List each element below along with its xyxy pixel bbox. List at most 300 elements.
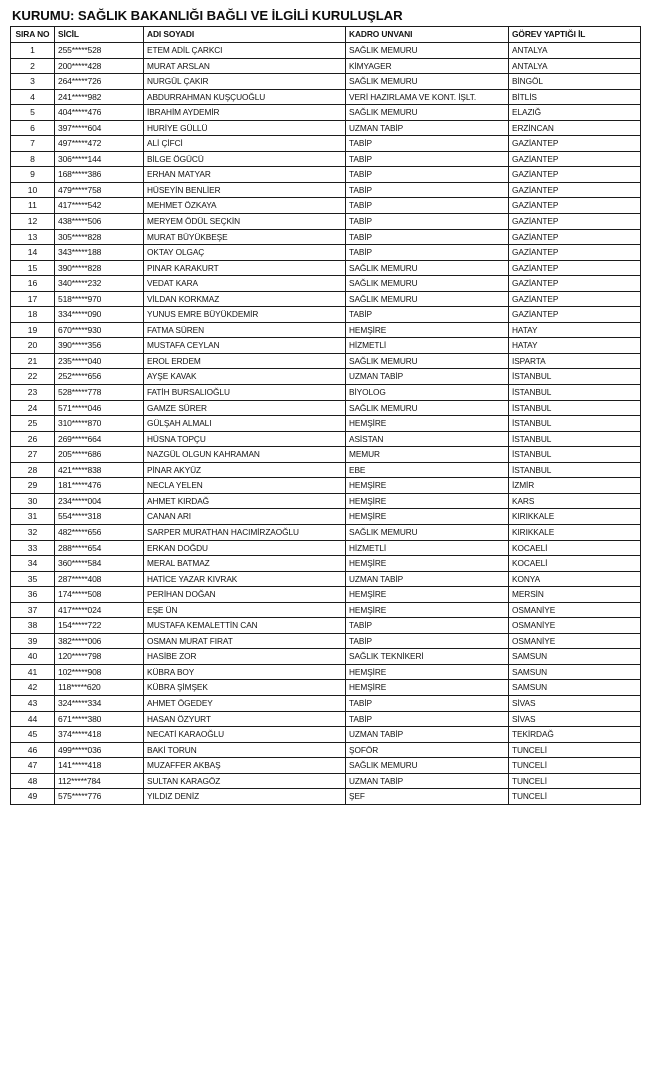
cell-sira-no: 8: [11, 151, 55, 167]
cell-kadro-unvani: EBE: [346, 462, 509, 478]
cell-gorev-yaptigi-il: KONYA: [509, 571, 641, 587]
cell-gorev-yaptigi-il: SAMSUN: [509, 680, 641, 696]
cell-sicil: 255*****528: [55, 43, 144, 59]
cell-kadro-unvani: BİYOLOG: [346, 385, 509, 401]
cell-sira-no: 24: [11, 400, 55, 416]
cell-sicil: 306*****144: [55, 151, 144, 167]
cell-kadro-unvani: SAĞLIK MEMURU: [346, 291, 509, 307]
cell-sicil: 102*****908: [55, 664, 144, 680]
cell-adi-soyadi: YILDIZ DENİZ: [144, 789, 346, 805]
cell-gorev-yaptigi-il: ERZİNCAN: [509, 120, 641, 136]
cell-kadro-unvani: KİMYAGER: [346, 58, 509, 74]
cell-adi-soyadi: GÜLŞAH ALMALI: [144, 416, 346, 432]
cell-adi-soyadi: ALİ ÇİFCİ: [144, 136, 346, 152]
cell-adi-soyadi: MUZAFFER AKBAŞ: [144, 758, 346, 774]
cell-adi-soyadi: İBRAHİM AYDEMİR: [144, 105, 346, 121]
cell-sicil: 575*****776: [55, 789, 144, 805]
cell-kadro-unvani: TABİP: [346, 307, 509, 323]
table-row: [11, 742, 641, 758]
cell-gorev-yaptigi-il: ISPARTA: [509, 353, 641, 369]
cell-gorev-yaptigi-il: OSMANİYE: [509, 633, 641, 649]
cell-sira-no: 47: [11, 758, 55, 774]
cell-gorev-yaptigi-il: GAZİANTEP: [509, 245, 641, 261]
cell-gorev-yaptigi-il: OSMANİYE: [509, 618, 641, 634]
cell-sira-no: 27: [11, 447, 55, 463]
cell-adi-soyadi: VİLDAN KORKMAZ: [144, 291, 346, 307]
cell-kadro-unvani: TABİP: [346, 167, 509, 183]
table-row: [11, 260, 641, 276]
cell-sira-no: 9: [11, 167, 55, 183]
cell-sira-no: 16: [11, 276, 55, 292]
cell-kadro-unvani: SAĞLIK MEMURU: [346, 105, 509, 121]
cell-sira-no: 19: [11, 322, 55, 338]
table-row: [11, 649, 641, 665]
cell-kadro-unvani: TABİP: [346, 151, 509, 167]
cell-adi-soyadi: AHMET KIRDAĞ: [144, 493, 346, 509]
cell-sicil: 154*****722: [55, 618, 144, 634]
cell-kadro-unvani: UZMAN TABİP: [346, 120, 509, 136]
table-row: [11, 462, 641, 478]
cell-kadro-unvani: SAĞLIK MEMURU: [346, 758, 509, 774]
cell-adi-soyadi: MEHMET ÖZKAYA: [144, 198, 346, 214]
cell-sira-no: 39: [11, 633, 55, 649]
cell-sicil: 112*****784: [55, 773, 144, 789]
cell-kadro-unvani: TABİP: [346, 245, 509, 261]
cell-gorev-yaptigi-il: OSMANİYE: [509, 602, 641, 618]
cell-kadro-unvani: HEMŞİRE: [346, 664, 509, 680]
cell-gorev-yaptigi-il: SİVAS: [509, 695, 641, 711]
personnel-table: [10, 26, 641, 805]
cell-sira-no: 1: [11, 43, 55, 59]
cell-gorev-yaptigi-il: MERSİN: [509, 587, 641, 603]
cell-sicil: 205*****686: [55, 447, 144, 463]
table-row: [11, 229, 641, 245]
column-header-sira-no: SIRA NO: [11, 27, 55, 43]
table-row: [11, 182, 641, 198]
cell-kadro-unvani: TABİP: [346, 229, 509, 245]
table-row: [11, 789, 641, 805]
cell-kadro-unvani: HEMŞİRE: [346, 680, 509, 696]
cell-gorev-yaptigi-il: İSTANBUL: [509, 385, 641, 401]
cell-gorev-yaptigi-il: ANTALYA: [509, 43, 641, 59]
cell-kadro-unvani: HİZMETLİ: [346, 540, 509, 556]
cell-adi-soyadi: FATMA SÜREN: [144, 322, 346, 338]
cell-adi-soyadi: MUSTAFA CEYLAN: [144, 338, 346, 354]
cell-sira-no: 35: [11, 571, 55, 587]
cell-kadro-unvani: HEMŞİRE: [346, 322, 509, 338]
cell-sira-no: 29: [11, 478, 55, 494]
cell-sira-no: 12: [11, 214, 55, 230]
cell-adi-soyadi: HASAN ÖZYURT: [144, 711, 346, 727]
cell-sicil: 174*****508: [55, 587, 144, 603]
table-row: [11, 680, 641, 696]
cell-gorev-yaptigi-il: ANTALYA: [509, 58, 641, 74]
cell-adi-soyadi: BİLGE ÖGÜCÜ: [144, 151, 346, 167]
cell-kadro-unvani: HEMŞİRE: [346, 556, 509, 572]
table-row: [11, 695, 641, 711]
cell-kadro-unvani: HEMŞİRE: [346, 587, 509, 603]
cell-kadro-unvani: SAĞLIK MEMURU: [346, 260, 509, 276]
cell-gorev-yaptigi-il: KARS: [509, 493, 641, 509]
cell-kadro-unvani: UZMAN TABİP: [346, 369, 509, 385]
cell-sira-no: 17: [11, 291, 55, 307]
table-row: [11, 151, 641, 167]
cell-sira-no: 36: [11, 587, 55, 603]
cell-gorev-yaptigi-il: KOCAELİ: [509, 556, 641, 572]
cell-kadro-unvani: SAĞLIK MEMURU: [346, 400, 509, 416]
table-row: [11, 664, 641, 680]
cell-adi-soyadi: EROL ERDEM: [144, 353, 346, 369]
table-row: [11, 524, 641, 540]
cell-sicil: 499*****036: [55, 742, 144, 758]
cell-sicil: 421*****838: [55, 462, 144, 478]
table-header: [11, 27, 641, 43]
cell-sicil: 181*****476: [55, 478, 144, 494]
cell-sicil: 374*****418: [55, 727, 144, 743]
cell-kadro-unvani: SAĞLIK MEMURU: [346, 524, 509, 540]
cell-adi-soyadi: NECATİ KARAOĞLU: [144, 727, 346, 743]
table-row: [11, 120, 641, 136]
cell-sira-no: 10: [11, 182, 55, 198]
cell-gorev-yaptigi-il: İSTANBUL: [509, 369, 641, 385]
table-row: [11, 618, 641, 634]
table-row: [11, 369, 641, 385]
table-row: [11, 43, 641, 59]
cell-sicil: 360*****584: [55, 556, 144, 572]
cell-adi-soyadi: EŞE ÜN: [144, 602, 346, 618]
cell-adi-soyadi: SULTAN KARAGÖZ: [144, 773, 346, 789]
cell-sicil: 334*****090: [55, 307, 144, 323]
cell-kadro-unvani: SAĞLIK MEMURU: [346, 353, 509, 369]
cell-kadro-unvani: HEMŞİRE: [346, 416, 509, 432]
table-row: [11, 353, 641, 369]
cell-sira-no: 28: [11, 462, 55, 478]
table-header-row: [11, 27, 641, 43]
cell-adi-soyadi: HURİYE GÜLLÜ: [144, 120, 346, 136]
cell-kadro-unvani: TABİP: [346, 618, 509, 634]
cell-sicil: 497*****472: [55, 136, 144, 152]
cell-adi-soyadi: HÜSEYİN BENLİER: [144, 182, 346, 198]
cell-kadro-unvani: ŞOFÖR: [346, 742, 509, 758]
cell-gorev-yaptigi-il: GAZİANTEP: [509, 151, 641, 167]
column-header-kadro-unvani: KADRO UNVANI: [346, 27, 509, 43]
table-row: [11, 431, 641, 447]
cell-adi-soyadi: MURAT BÜYÜKBEŞE: [144, 229, 346, 245]
cell-kadro-unvani: TABİP: [346, 214, 509, 230]
cell-sicil: 438*****506: [55, 214, 144, 230]
cell-adi-soyadi: HATİCE YAZAR KIVRAK: [144, 571, 346, 587]
cell-gorev-yaptigi-il: TUNCELİ: [509, 773, 641, 789]
table-row: [11, 307, 641, 323]
cell-gorev-yaptigi-il: KOCAELİ: [509, 540, 641, 556]
cell-adi-soyadi: HÜSNA TOPÇU: [144, 431, 346, 447]
table-row: [11, 509, 641, 525]
cell-kadro-unvani: UZMAN TABİP: [346, 727, 509, 743]
cell-adi-soyadi: SARPER MURATHAN HACIMİRZAOĞLU: [144, 524, 346, 540]
cell-kadro-unvani: VERİ HAZIRLAMA VE KONT. İŞLT.: [346, 89, 509, 105]
table-row: [11, 447, 641, 463]
cell-gorev-yaptigi-il: GAZİANTEP: [509, 229, 641, 245]
column-header-adi-soyadi: ADI SOYADI: [144, 27, 346, 43]
table-row: [11, 105, 641, 121]
table-row: [11, 322, 641, 338]
cell-adi-soyadi: FATİH BURSALIOĞLU: [144, 385, 346, 401]
cell-gorev-yaptigi-il: GAZİANTEP: [509, 260, 641, 276]
cell-adi-soyadi: MERAL BATMAZ: [144, 556, 346, 572]
table-body: [11, 43, 641, 805]
cell-sira-no: 31: [11, 509, 55, 525]
cell-adi-soyadi: OSMAN MURAT FIRAT: [144, 633, 346, 649]
table-row: [11, 416, 641, 432]
table-row: [11, 245, 641, 261]
cell-gorev-yaptigi-il: KIRIKKALE: [509, 524, 641, 540]
cell-sicil: 397*****604: [55, 120, 144, 136]
cell-kadro-unvani: HİZMETLİ: [346, 338, 509, 354]
cell-kadro-unvani: HEMŞİRE: [346, 493, 509, 509]
cell-sira-no: 32: [11, 524, 55, 540]
cell-sira-no: 46: [11, 742, 55, 758]
cell-sira-no: 23: [11, 385, 55, 401]
cell-gorev-yaptigi-il: BİTLİS: [509, 89, 641, 105]
cell-sira-no: 40: [11, 649, 55, 665]
cell-sicil: 241*****982: [55, 89, 144, 105]
cell-sira-no: 30: [11, 493, 55, 509]
cell-sicil: 528*****778: [55, 385, 144, 401]
cell-sira-no: 7: [11, 136, 55, 152]
cell-sira-no: 41: [11, 664, 55, 680]
table-row: [11, 198, 641, 214]
cell-gorev-yaptigi-il: TUNCELİ: [509, 758, 641, 774]
cell-sicil: 671*****380: [55, 711, 144, 727]
cell-gorev-yaptigi-il: SAMSUN: [509, 664, 641, 680]
table-row: [11, 587, 641, 603]
cell-sicil: 390*****828: [55, 260, 144, 276]
cell-kadro-unvani: ASİSTAN: [346, 431, 509, 447]
cell-sira-no: 13: [11, 229, 55, 245]
cell-gorev-yaptigi-il: GAZİANTEP: [509, 182, 641, 198]
table-row: [11, 400, 641, 416]
table-row: [11, 540, 641, 556]
page-title: KURUMU: SAĞLIK BAKANLIĞI BAĞLI VE İLGİLİ KURULUŞLAR: [12, 8, 403, 23]
table-row: [11, 338, 641, 354]
cell-gorev-yaptigi-il: İSTANBUL: [509, 462, 641, 478]
cell-gorev-yaptigi-il: TEKİRDAĞ: [509, 727, 641, 743]
cell-sicil: 404*****476: [55, 105, 144, 121]
cell-adi-soyadi: ETEM ADİL ÇARKCI: [144, 43, 346, 59]
cell-adi-soyadi: ERHAN MATYAR: [144, 167, 346, 183]
cell-sicil: 571*****046: [55, 400, 144, 416]
cell-sicil: 252*****656: [55, 369, 144, 385]
cell-sicil: 310*****870: [55, 416, 144, 432]
table-row: [11, 58, 641, 74]
cell-sicil: 200*****428: [55, 58, 144, 74]
cell-adi-soyadi: AHMET ÖGEDEY: [144, 695, 346, 711]
cell-sira-no: 11: [11, 198, 55, 214]
cell-adi-soyadi: GAMZE SÜRER: [144, 400, 346, 416]
table-row: [11, 493, 641, 509]
cell-sicil: 264*****726: [55, 74, 144, 90]
table-row: [11, 385, 641, 401]
cell-adi-soyadi: NECLA YELEN: [144, 478, 346, 494]
cell-gorev-yaptigi-il: İSTANBUL: [509, 416, 641, 432]
table-row: [11, 291, 641, 307]
cell-sira-no: 14: [11, 245, 55, 261]
cell-adi-soyadi: PINAR KARAKURT: [144, 260, 346, 276]
cell-adi-soyadi: BAKİ TORUN: [144, 742, 346, 758]
cell-sira-no: 44: [11, 711, 55, 727]
cell-kadro-unvani: TABİP: [346, 136, 509, 152]
cell-sira-no: 26: [11, 431, 55, 447]
cell-sira-no: 18: [11, 307, 55, 323]
cell-sira-no: 42: [11, 680, 55, 696]
cell-gorev-yaptigi-il: TUNCELİ: [509, 742, 641, 758]
cell-sicil: 482*****656: [55, 524, 144, 540]
cell-gorev-yaptigi-il: HATAY: [509, 322, 641, 338]
table-row: [11, 214, 641, 230]
cell-sicil: 141*****418: [55, 758, 144, 774]
cell-kadro-unvani: HEMŞİRE: [346, 602, 509, 618]
cell-gorev-yaptigi-il: İSTANBUL: [509, 447, 641, 463]
cell-gorev-yaptigi-il: ELAZIĞ: [509, 105, 641, 121]
table-row: [11, 571, 641, 587]
cell-sira-no: 21: [11, 353, 55, 369]
cell-sira-no: 49: [11, 789, 55, 805]
cell-sira-no: 43: [11, 695, 55, 711]
cell-adi-soyadi: NAZGÜL OLGUN KAHRAMAN: [144, 447, 346, 463]
cell-kadro-unvani: TABİP: [346, 198, 509, 214]
cell-sira-no: 45: [11, 727, 55, 743]
table-row: [11, 167, 641, 183]
table-row: [11, 478, 641, 494]
cell-adi-soyadi: MERYEM ÖDÜL SEÇKİN: [144, 214, 346, 230]
table-row: [11, 74, 641, 90]
cell-sicil: 269*****664: [55, 431, 144, 447]
cell-sicil: 324*****334: [55, 695, 144, 711]
cell-sicil: 235*****040: [55, 353, 144, 369]
table-row: [11, 556, 641, 572]
cell-gorev-yaptigi-il: TUNCELİ: [509, 789, 641, 805]
cell-gorev-yaptigi-il: GAZİANTEP: [509, 291, 641, 307]
cell-gorev-yaptigi-il: GAZİANTEP: [509, 276, 641, 292]
column-header-gorev-yaptigi-il: GÖREV YAPTIĞI İL: [509, 27, 641, 43]
cell-sira-no: 25: [11, 416, 55, 432]
cell-kadro-unvani: UZMAN TABİP: [346, 571, 509, 587]
cell-kadro-unvani: ŞEF: [346, 789, 509, 805]
cell-adi-soyadi: NURGÜL ÇAKIR: [144, 74, 346, 90]
cell-gorev-yaptigi-il: SİVAS: [509, 711, 641, 727]
cell-sicil: 288*****654: [55, 540, 144, 556]
cell-kadro-unvani: TABİP: [346, 633, 509, 649]
cell-sira-no: 6: [11, 120, 55, 136]
cell-kadro-unvani: SAĞLIK TEKNİKERİ: [346, 649, 509, 665]
cell-sicil: 670*****930: [55, 322, 144, 338]
cell-gorev-yaptigi-il: İZMİR: [509, 478, 641, 494]
cell-gorev-yaptigi-il: GAZİANTEP: [509, 136, 641, 152]
cell-adi-soyadi: OKTAY OLGAÇ: [144, 245, 346, 261]
cell-sicil: 118*****620: [55, 680, 144, 696]
cell-sicil: 168*****386: [55, 167, 144, 183]
cell-adi-soyadi: KÜBRA ŞİMŞEK: [144, 680, 346, 696]
cell-adi-soyadi: ERKAN DOĞDU: [144, 540, 346, 556]
cell-adi-soyadi: ABDURRAHMAN KUŞÇUOĞLU: [144, 89, 346, 105]
cell-adi-soyadi: AYŞE KAVAK: [144, 369, 346, 385]
table-row: [11, 758, 641, 774]
column-header-sicil: SİCİL: [55, 27, 144, 43]
cell-gorev-yaptigi-il: GAZİANTEP: [509, 214, 641, 230]
cell-sicil: 518*****970: [55, 291, 144, 307]
cell-kadro-unvani: UZMAN TABİP: [346, 773, 509, 789]
cell-gorev-yaptigi-il: GAZİANTEP: [509, 198, 641, 214]
cell-sicil: 417*****542: [55, 198, 144, 214]
cell-sicil: 417*****024: [55, 602, 144, 618]
table-row: [11, 602, 641, 618]
cell-gorev-yaptigi-il: İSTANBUL: [509, 431, 641, 447]
cell-adi-soyadi: MUSTAFA KEMALETTİN CAN: [144, 618, 346, 634]
cell-kadro-unvani: SAĞLIK MEMURU: [346, 276, 509, 292]
cell-gorev-yaptigi-il: HATAY: [509, 338, 641, 354]
cell-sicil: 120*****798: [55, 649, 144, 665]
table-row: [11, 89, 641, 105]
cell-sira-no: 38: [11, 618, 55, 634]
cell-kadro-unvani: HEMŞİRE: [346, 478, 509, 494]
cell-sicil: 382*****006: [55, 633, 144, 649]
cell-sira-no: 2: [11, 58, 55, 74]
cell-gorev-yaptigi-il: GAZİANTEP: [509, 307, 641, 323]
table-row: [11, 773, 641, 789]
table-row: [11, 276, 641, 292]
cell-kadro-unvani: SAĞLIK MEMURU: [346, 74, 509, 90]
cell-sicil: 305*****828: [55, 229, 144, 245]
cell-sicil: 340*****232: [55, 276, 144, 292]
cell-kadro-unvani: MEMUR: [346, 447, 509, 463]
cell-kadro-unvani: TABİP: [346, 182, 509, 198]
cell-adi-soyadi: KÜBRA BOY: [144, 664, 346, 680]
cell-sira-no: 37: [11, 602, 55, 618]
cell-sira-no: 20: [11, 338, 55, 354]
cell-gorev-yaptigi-il: KIRIKKALE: [509, 509, 641, 525]
cell-adi-soyadi: HASİBE ZOR: [144, 649, 346, 665]
cell-sira-no: 34: [11, 556, 55, 572]
cell-sira-no: 48: [11, 773, 55, 789]
cell-sicil: 554*****318: [55, 509, 144, 525]
cell-kadro-unvani: TABİP: [346, 695, 509, 711]
cell-adi-soyadi: MURAT ARSLAN: [144, 58, 346, 74]
cell-sira-no: 5: [11, 105, 55, 121]
cell-sicil: 343*****188: [55, 245, 144, 261]
cell-gorev-yaptigi-il: BİNGÖL: [509, 74, 641, 90]
cell-adi-soyadi: VEDAT KARA: [144, 276, 346, 292]
table-row: [11, 136, 641, 152]
table-row: [11, 633, 641, 649]
cell-sicil: 390*****356: [55, 338, 144, 354]
cell-sira-no: 3: [11, 74, 55, 90]
cell-adi-soyadi: PİNAR AKYÜZ: [144, 462, 346, 478]
cell-sira-no: 4: [11, 89, 55, 105]
cell-kadro-unvani: SAĞLIK MEMURU: [346, 43, 509, 59]
cell-sira-no: 22: [11, 369, 55, 385]
cell-kadro-unvani: TABİP: [346, 711, 509, 727]
cell-kadro-unvani: HEMŞİRE: [346, 509, 509, 525]
cell-sira-no: 33: [11, 540, 55, 556]
cell-sicil: 287*****408: [55, 571, 144, 587]
cell-sicil: 479*****758: [55, 182, 144, 198]
cell-sira-no: 15: [11, 260, 55, 276]
table-row: [11, 727, 641, 743]
cell-gorev-yaptigi-il: İSTANBUL: [509, 400, 641, 416]
cell-gorev-yaptigi-il: SAMSUN: [509, 649, 641, 665]
cell-adi-soyadi: YUNUS EMRE BÜYÜKDEMİR: [144, 307, 346, 323]
cell-adi-soyadi: PERİHAN DOĞAN: [144, 587, 346, 603]
